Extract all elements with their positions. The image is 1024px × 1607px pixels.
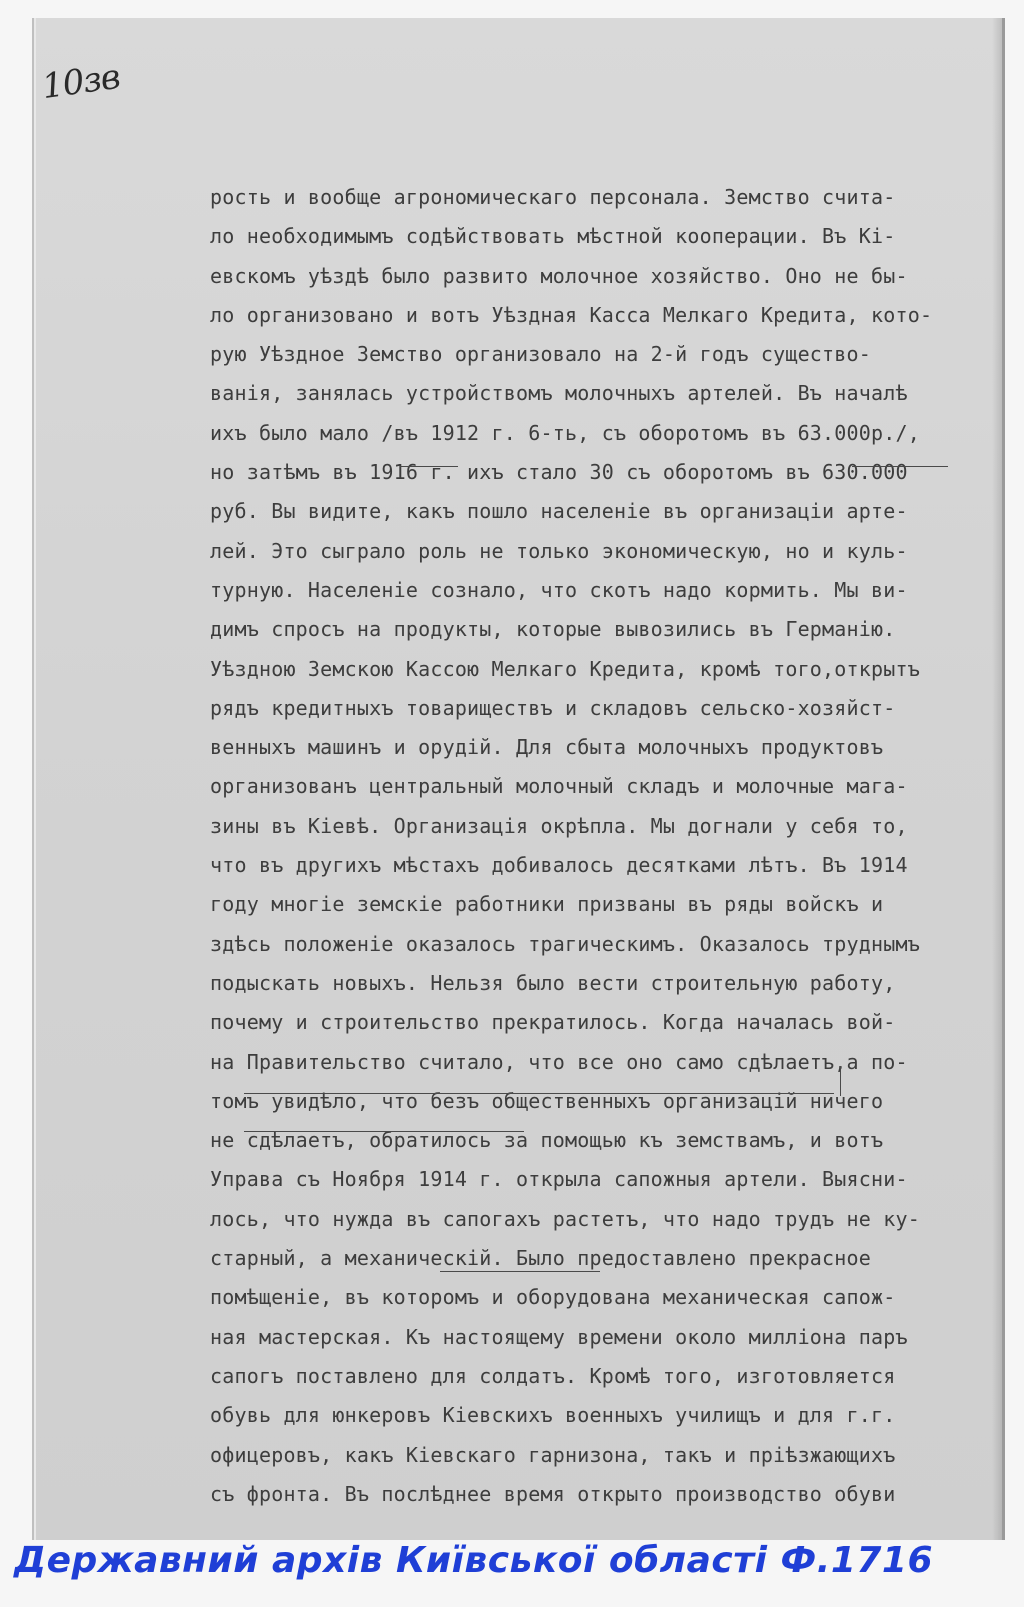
- text-line: помѣщеніе, въ которомъ и оборудована механическая сапож-: [210, 1285, 896, 1310]
- archive-caption: Державний архів Київської області Ф.1716: [14, 1540, 934, 1581]
- text-line: Управа съ Ноября 1914 г. открыла сапожныя артели. Выясни-: [210, 1167, 908, 1192]
- text-line: лей. Это сыграло роль не только экономическую, но и куль-: [210, 538, 908, 563]
- text-line: димъ спросъ на продукты, которые вывозились въ Германію.: [210, 617, 896, 642]
- text-line: году многіе земскіе работники призваны въ ряды войскъ и: [210, 892, 884, 917]
- pencil-underline: [400, 466, 458, 467]
- text-line: ная мастерская. Къ настоящему времени около милліона паръ: [210, 1324, 908, 1349]
- text-line: почему и строительство прекратилось. Когда началась вой-: [210, 1010, 896, 1035]
- text-line: турную. Населеніе сознало, что скотъ надо кормить. Мы ви-: [210, 577, 908, 602]
- text-line: сапогъ поставлено для солдатъ. Кромѣ того, изготовляется: [210, 1363, 896, 1388]
- text-line: руб. Вы видите, какъ пошло населеніе въ организаціи арте-: [210, 499, 908, 524]
- text-line: на Правительство считало, что все оно само сдѣлаетъ,а по-: [210, 1049, 908, 1074]
- text-line: но затѣмъ въ 1916 г. ихъ стало 30 съ оборотомъ въ 630.000: [210, 460, 908, 485]
- text-line: организованъ центральный молочный складъ и молочные мага-: [210, 774, 908, 799]
- pencil-underline: [244, 1093, 834, 1094]
- text-line: что въ другихъ мѣстахъ добивалось десятками лѣтъ. Въ 1914: [210, 853, 908, 878]
- pencil-separator-mark: [840, 1066, 841, 1096]
- text-line: съ фронта. Въ послѣднее время открыто производство обуви: [210, 1481, 896, 1506]
- text-line: томъ увидѣло, что безъ общественныхъ организацій ничего: [210, 1088, 884, 1113]
- text-line: офицеровъ, какъ Кіевскаго гарнизона, такъ и пріѣзжающихъ: [210, 1442, 896, 1467]
- text-line: рость и вообще агрономическаго персонала. Земство счита-: [210, 185, 896, 209]
- text-line: ло необходимымъ содѣйствовать мѣстной кооперации. Въ Кі-: [210, 224, 896, 249]
- text-line: евскомъ уѣздѣ было развито молочное хозяйство. Оно не бы-: [210, 263, 908, 288]
- paper-edge-shadow: [992, 18, 1002, 1540]
- text-line: Уѣздною Земскою Кассою Мелкаго Кредита, кромѣ того,открытъ: [210, 656, 920, 681]
- pencil-underline: [852, 466, 948, 467]
- typewritten-text: [210, 178, 970, 1514]
- pencil-underline: [244, 1131, 524, 1132]
- text-line: ло организовано и вотъ Уѣздная Касса Мелкаго Кредита, кото-: [210, 302, 933, 327]
- text-line: ванія, занялась устройствомъ молочныхъ артелей. Въ началѣ: [210, 381, 908, 406]
- folio-handwritten-note: 10зв: [39, 56, 123, 108]
- text-line: зины въ Кіевѣ. Организація окрѣпла. Мы догнали у себя то,: [210, 813, 908, 838]
- text-line: рую Уѣздное Земство организовало на 2-й годъ существо-: [210, 342, 872, 367]
- text-line: лось, что нужда въ сапогахъ растетъ, что надо трудъ не ку-: [210, 1206, 920, 1231]
- text-line: обувь для юнкеровъ Кіевскихъ военныхъ училищъ и для г.г.: [210, 1403, 896, 1428]
- text-line: ихъ было мало /въ 1912 г. 6-ть, съ оборотомъ въ 63.000р./,: [210, 420, 920, 445]
- text-line: рядъ кредитныхъ товариществъ и складовъ сельско-хозяйст-: [210, 695, 896, 720]
- text-line: здѣсь положеніе оказалось трагическимъ. Оказалось труднымъ: [210, 931, 920, 956]
- pencil-underline: [440, 1271, 600, 1272]
- text-line: венныхъ машинъ и орудій. Для сбыта молочныхъ продуктовъ: [210, 735, 884, 760]
- text-line: подыскать новыхъ. Нельзя было вести строительную работу,: [210, 970, 896, 995]
- text-line: старный, а механическій. Было предоставлено прекрасное: [210, 1246, 872, 1271]
- text-line: не сдѣлаетъ, обратилось за помощью къ земствамъ, и вотъ: [210, 1128, 884, 1153]
